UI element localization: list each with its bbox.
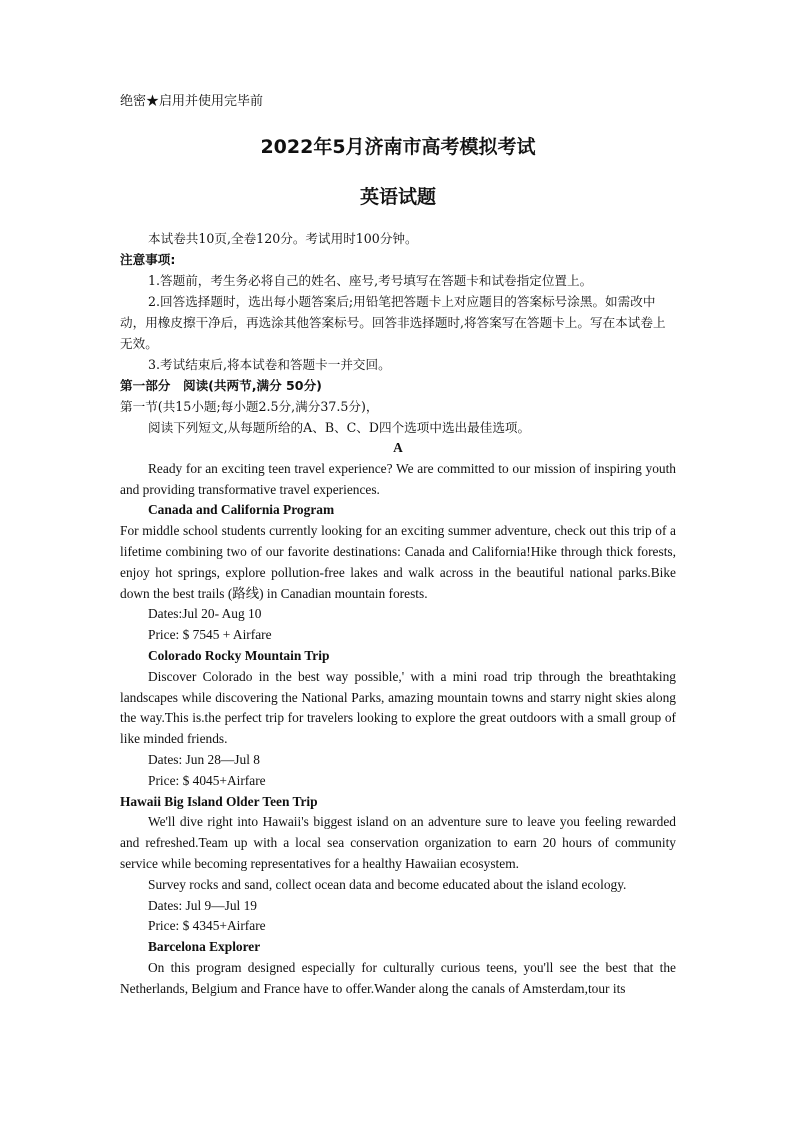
part-heading: 第一部分 阅读(共两节,满分 50分) [120,378,322,393]
program-body-colorado: Discover Colorado in the best way possible,' with a mini road trip through the breathtaking landscapes while discovering the National Parks, amazing mountain towns and starry night skies along the way.This is.the perfect trip for travelers looking to explore the great outdoors with a small group of like minded friends. [120,668,676,747]
program-dates-colorado: Dates: Jun 28—Jul 8 [148,751,260,767]
confidential-notice: 绝密★启用并使用完毕前 [120,94,264,109]
program-title-hawaii: Hawaii Big Island Older Teen Trip [120,793,318,809]
program-price-hawaii: Price: $ 4345+Airfare [148,918,266,934]
notice-item-3: 3.考试结束后,将本试卷和答题卡一并交回。 [148,357,391,372]
program-body-hawaii: We'll dive right into Hawaii's biggest island on an adventure sure to leave you feeling rewarded and refreshed.Team up with a local sea conservation organization to earn 20 hours of community service while becoming representatives for a healthy Hawaiian ecosystem. [120,814,676,871]
notice-label: 注意事项: [120,252,176,267]
exam-subtitle: 英语试题 [359,186,436,208]
program-price-colorado: Price: $ 4045+Airfare [148,772,266,788]
program-body-barcelona: On this program designed especially for culturally curious teens, you'll see the best that the Netherlands, Belgium and France have to offer.Wander along the canals of Amsterdam,tour its [120,959,676,996]
exam-title: 2022年5月济南市高考模拟考试 [260,136,536,158]
section-instruction: 阅读下列短文,从每题所给的A、B、C、D四个选项中选出最佳选项。 [148,420,531,435]
notice-item-1: 1.答题前，考生务必将自己的姓名、座号,考号填写在答题卡和试卷指定位置上。 [148,273,593,288]
program-title-barcelona: Barcelona Explorer [148,939,261,955]
program-title-colorado: Colorado Rocky Mountain Trip [148,647,330,663]
program-price-canada: Price: $ 7545 + Airfare [148,627,272,643]
passage-intro: Ready for an exciting teen travel experience? We are committed to our mission of inspiring youth and providing transformative travel experiences. [120,460,676,497]
program-body-hawaii-2: Survey rocks and sand, collect ocean data and become educated about the island ecology. [148,876,627,892]
program-dates-canada: Dates:Jul 20- Aug 10 [148,606,262,622]
exam-info: 本试卷共10页,全卷120分。考试用时100分钟。 [148,231,418,246]
program-body-canada: For middle school students currently looking for an exciting summer adventure, check out this trip of a lifetime combining two of our favorite destinations: Canada and California!Hike through thick forests, enjoy hot springs, explore pollution-free lakes and walk across in the beautiful national parks.Bike down the best trails (路线) in Canadian mountain forests. [120,523,676,601]
program-dates-hawaii: Dates: Jul 9—Jul 19 [148,897,257,913]
exam-page [120,92,676,1000]
notice-item-2: 2.回答选择题时，选出每小题答案后;用铅笔把答题卡上对应题目的答案标号涂黑。如需改中动，用橡皮擦干净后，再选涂其他答案标号。回答非选择题时,将答案写在答题卡上。写在本试卷上无效。 [120,294,666,351]
passage-label: A [393,440,403,455]
section-heading: 第一节(共15小题;每小题2.5分,满分37.5分)， [120,399,379,414]
program-title-canada: Canada and California Program [148,502,335,518]
